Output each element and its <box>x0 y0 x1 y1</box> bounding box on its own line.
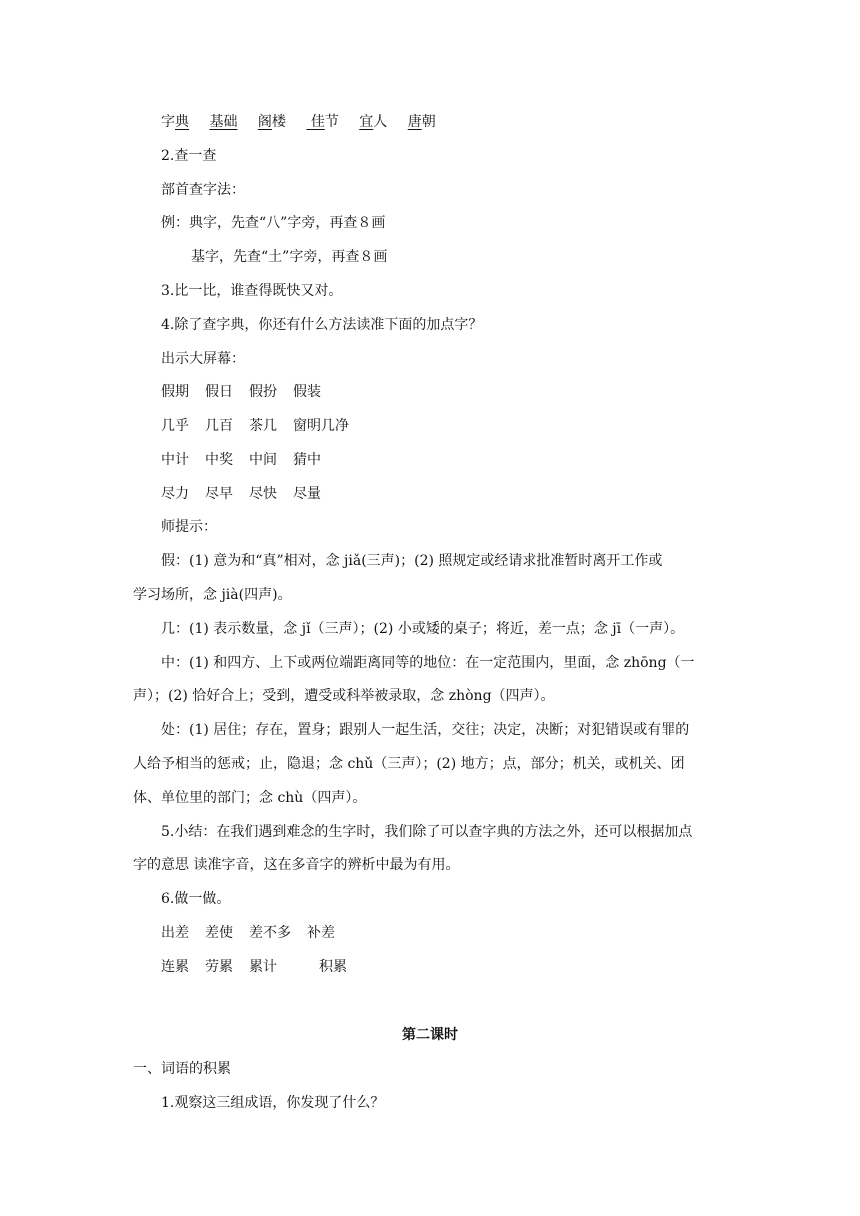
show-screen-label: 出示大屏幕： <box>161 351 245 367</box>
explanation-zhong-line1: 中：(1) 和四方、上下或两位端距离同等的地位：在一定范围内，里面，念 zhōng（一 <box>161 655 695 671</box>
summary-line1: 5.小结：在我们遇到难念的生字时，我们除了可以查字典的方法之外，还可以根据加点 <box>161 824 693 840</box>
summary-line2: 字的意思 读准字音，这在多音字的辨析中最为有用。 <box>133 857 460 873</box>
underlined-words-row <box>161 112 436 132</box>
explanation-jia-line1: 假：(1) 意为和“真”相对，念 jiǎ(三声)；(2) 照规定或经请求批准暂时离开工作或 <box>161 553 663 569</box>
step-4: 4.除了查字典，你还有什么方法读准下面的加点字？ <box>161 317 483 333</box>
radical-method-label: 部首查字法： <box>161 182 245 198</box>
explanation-zhong-line2: 声）；(2) 恰好合上；受到，遭受或科举被录取，念 zhòng（四声）。 <box>133 688 555 704</box>
explanation-ji: 几：(1) 表示数量，念 jǐ（三声）；(2) 小或矮的桌子；将近，差一点；念 jī（一声）。 <box>161 621 685 637</box>
step-3: 3.比一比，谁查得既快又对。 <box>161 283 343 299</box>
teacher-hint-label: 师提示： <box>161 519 217 535</box>
explanation-chu-line1: 处：(1) 居住；存在，置身；跟别人一起生活，交往；决定，决断；对犯错误或有罪的 <box>161 722 690 738</box>
explanation-chu-line3: 体、单位里的部门；念 chù（四声）。 <box>133 790 367 806</box>
word-0: 字典 <box>161 114 189 130</box>
example-2: 基字，先查“土”字旁，再查８画 <box>191 249 388 265</box>
word-group-zhong: 中计 中奖 中间 猜中 <box>161 452 321 468</box>
word-3: 佳节 <box>310 114 339 130</box>
practice-row-lei: 连累 劳累 累计 积累 <box>161 959 347 975</box>
step-6: 6.做一做。 <box>161 891 231 907</box>
example-1: 例：典字，先查“八”字旁，再查８画 <box>161 215 386 231</box>
word-2: 阁楼 <box>257 114 286 130</box>
word-group-jin: 尽力 尽早 尽快 尽量 <box>161 486 321 502</box>
lesson2-item1: 1.观察这三组成语，你发现了什么？ <box>161 1095 385 1111</box>
word-group-ji: 几乎 几百 茶几 窗明几净 <box>161 418 349 434</box>
step-2: 2.查一查 <box>161 148 217 164</box>
word-4: 宜人 <box>359 114 388 130</box>
practice-row-cha: 出差 差使 差不多 补差 <box>161 925 335 941</box>
explanation-jia-line2: 学习场所，念 jià(四声)。 <box>133 587 292 603</box>
lesson2-title: 第二课时 <box>402 1027 458 1043</box>
word-1: 基础 <box>209 114 238 130</box>
lesson2-section1: 一、词语的积累 <box>133 1061 231 1077</box>
explanation-chu-line2: 人给予相当的惩戒；止，隐退；念 chǔ（三声）；(2) 地方；点，部分；机关，或机关、团 <box>133 756 685 772</box>
word-group-jia: 假期 假日 假扮 假装 <box>161 384 321 400</box>
word-5: 唐朝 <box>407 114 436 130</box>
